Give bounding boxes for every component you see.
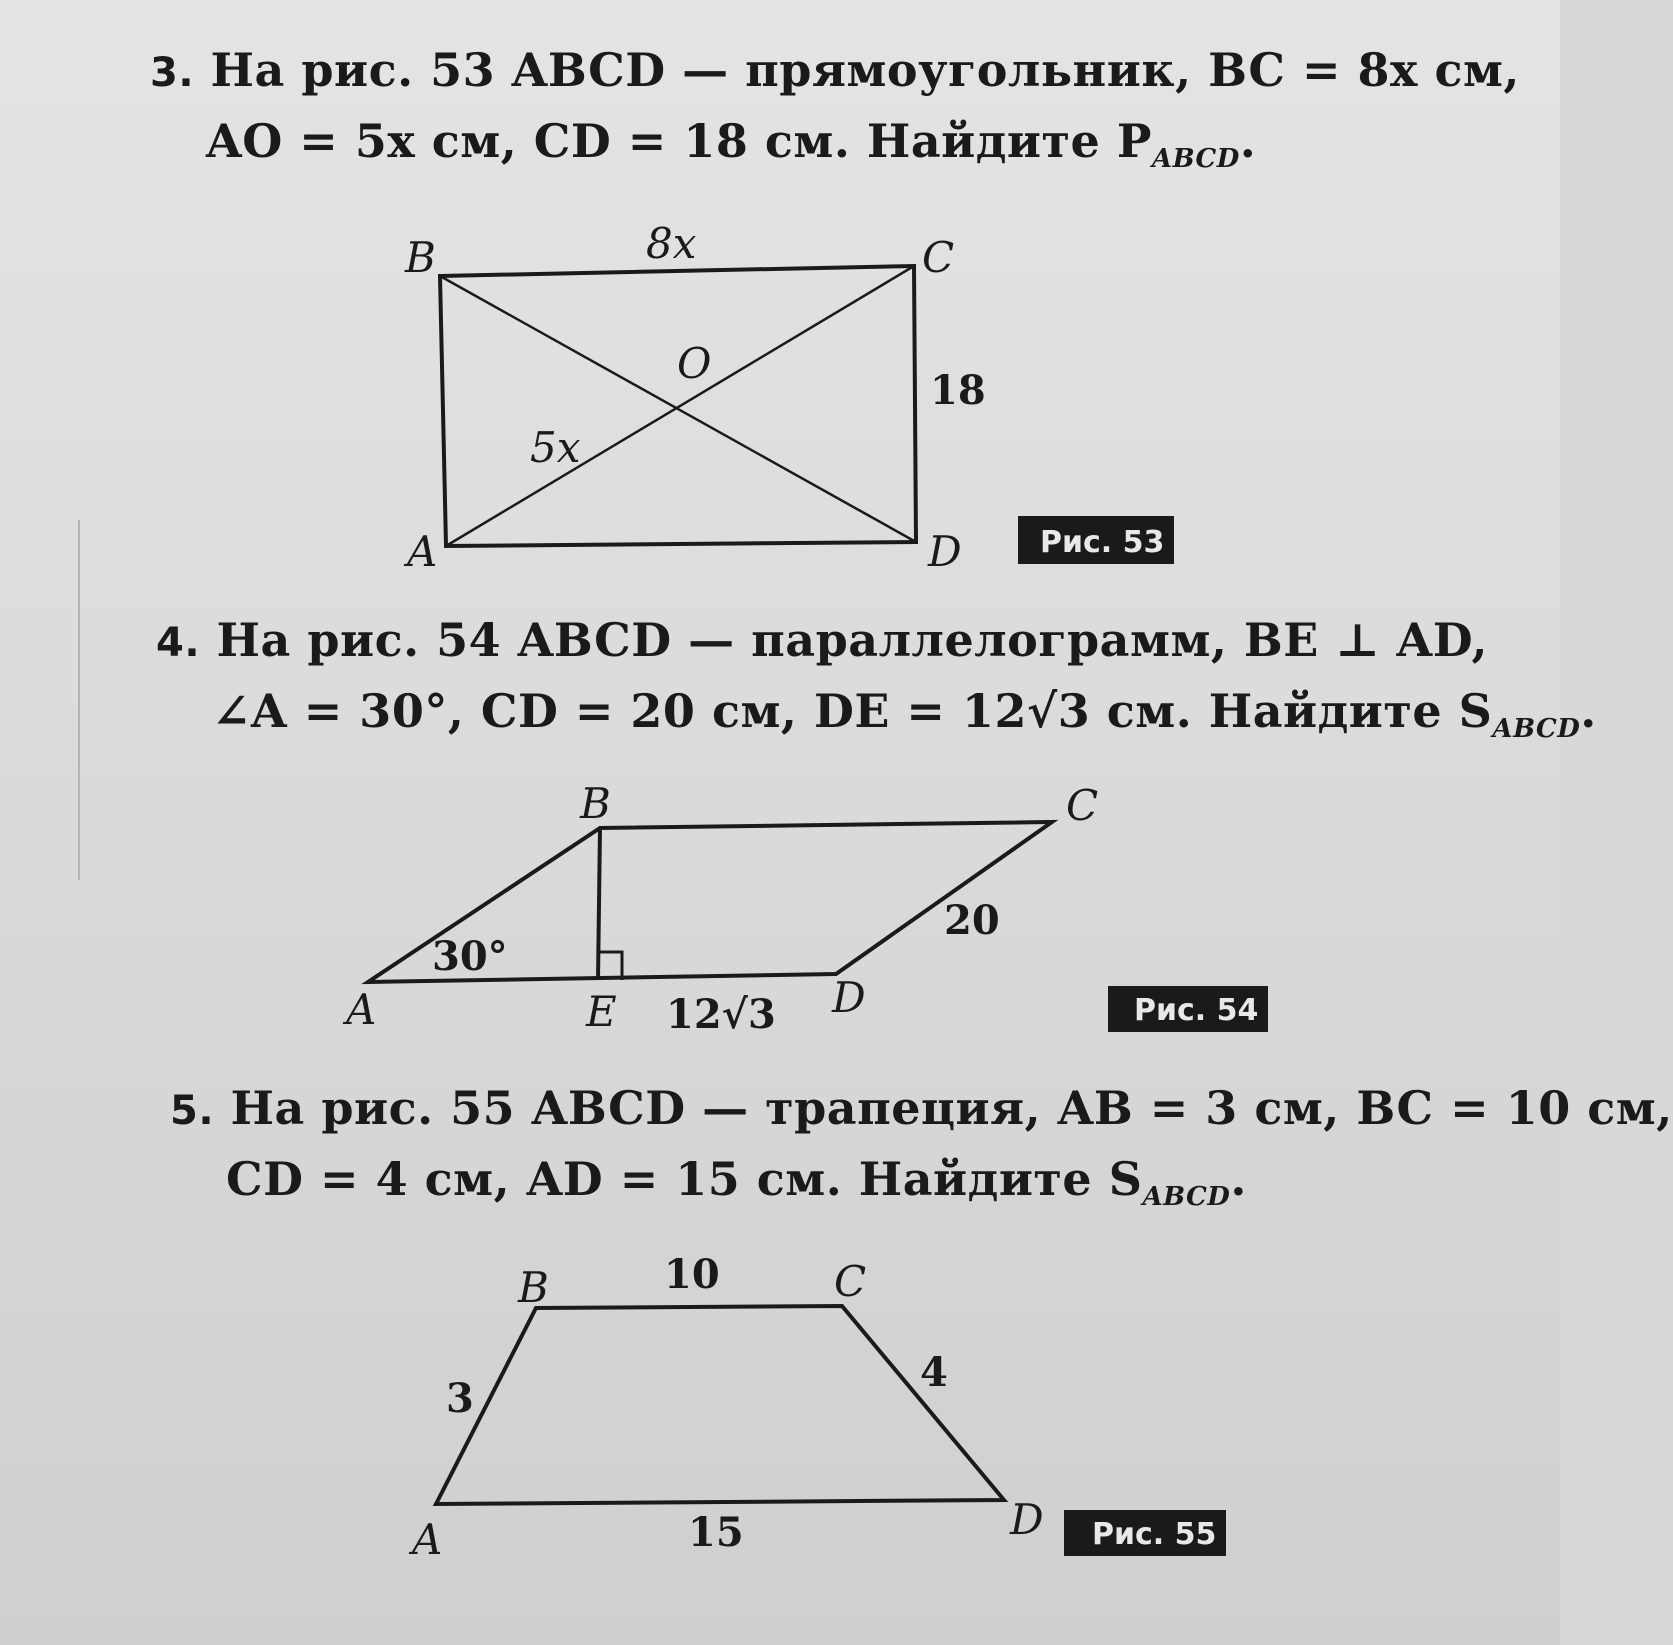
fig53-label-a: A [407,527,438,576]
height-be [598,828,600,980]
rectangle-abcd [440,266,916,546]
fig54-caption [1108,986,1268,1032]
problem-3-subscript: ABCD [1151,144,1240,175]
fig53-measure-cd: 18 [930,367,986,414]
problem-4-text [156,606,1597,763]
problem-3-line1: На рис. 53 ABCD — прямоугольник, BC = 8x см, [210,43,1520,97]
fig53-measure-ao: 5x [530,423,581,472]
trapezoid-abcd [436,1306,1004,1504]
problem-4-line1: На рис. 54 ABCD — параллелограмм, BE ⊥ AD, [216,613,1489,667]
fig55-label-d: D [1010,1495,1044,1544]
fig55-measure-bc: 10 [664,1251,720,1298]
problem-5-line2-wrap [170,1145,1673,1231]
diagonal-bd [440,276,916,542]
problem-3-line2-end: . [1239,114,1257,168]
fig54-measure-cd: 20 [944,897,1000,944]
fig55-label-a: A [412,1515,443,1564]
fig54-measure-ed: 12√3 [666,991,776,1038]
fig53-caption [1018,516,1174,564]
problem-5-line1: На рис. 55 ABCD — трапеция, AB = 3 см, BC = 10 см, [230,1081,1673,1135]
fig55-measure-cd: 4 [920,1349,948,1396]
diagonal-ac [446,266,914,546]
fig54-label-a: A [346,985,377,1034]
problem-5-line2: CD = 4 см, AD = 15 см. Найдите S [226,1152,1143,1206]
fig55-caption-text: Рис. 55 [1092,1517,1217,1552]
fig54-label-c: C [1066,781,1099,830]
problem-5-text [170,1074,1673,1231]
fig54-label-e: E [586,987,617,1036]
fig53-label-o: O [677,339,712,388]
fig55-caption [1064,1510,1226,1556]
fig53-measure-bc: 8x [646,219,697,268]
problem-3-line2: AO = 5x см, CD = 18 см. Найдите P [206,114,1152,168]
problem-5-line2-end: . [1230,1152,1247,1206]
problem-5-number: 5. [170,1088,215,1134]
fig55-measure-ab: 3 [446,1375,474,1422]
fig54-label-b: B [580,779,611,828]
fig55-label-c: C [834,1257,867,1306]
fig55-label-b: B [518,1263,549,1312]
fig53-label-c: C [922,233,955,282]
problem-4-subscript: ABCD [1492,714,1581,745]
problem-5-subscript: ABCD [1142,1182,1231,1213]
problem-4-number: 4. [156,620,201,666]
problem-4-line2-end: . [1580,684,1597,738]
fig53-label-b: B [405,233,436,282]
fig53-label-d: D [928,527,962,576]
fig54-caption-text: Рис. 54 [1134,993,1259,1028]
fig54-label-d: D [832,973,866,1022]
trapezoid-outline [436,1306,1004,1504]
fig53-caption-text: Рис. 53 [1040,525,1165,560]
problem-4-line2-wrap [156,677,1597,763]
fig55-measure-ad: 15 [688,1509,744,1556]
problem-4-line2: ∠A = 30°, CD = 20 см, DE = 12√3 см. Найдите S [212,684,1493,738]
fig54-measure-angle-a: 30° [432,933,508,980]
problem-3-number: 3. [150,50,195,96]
